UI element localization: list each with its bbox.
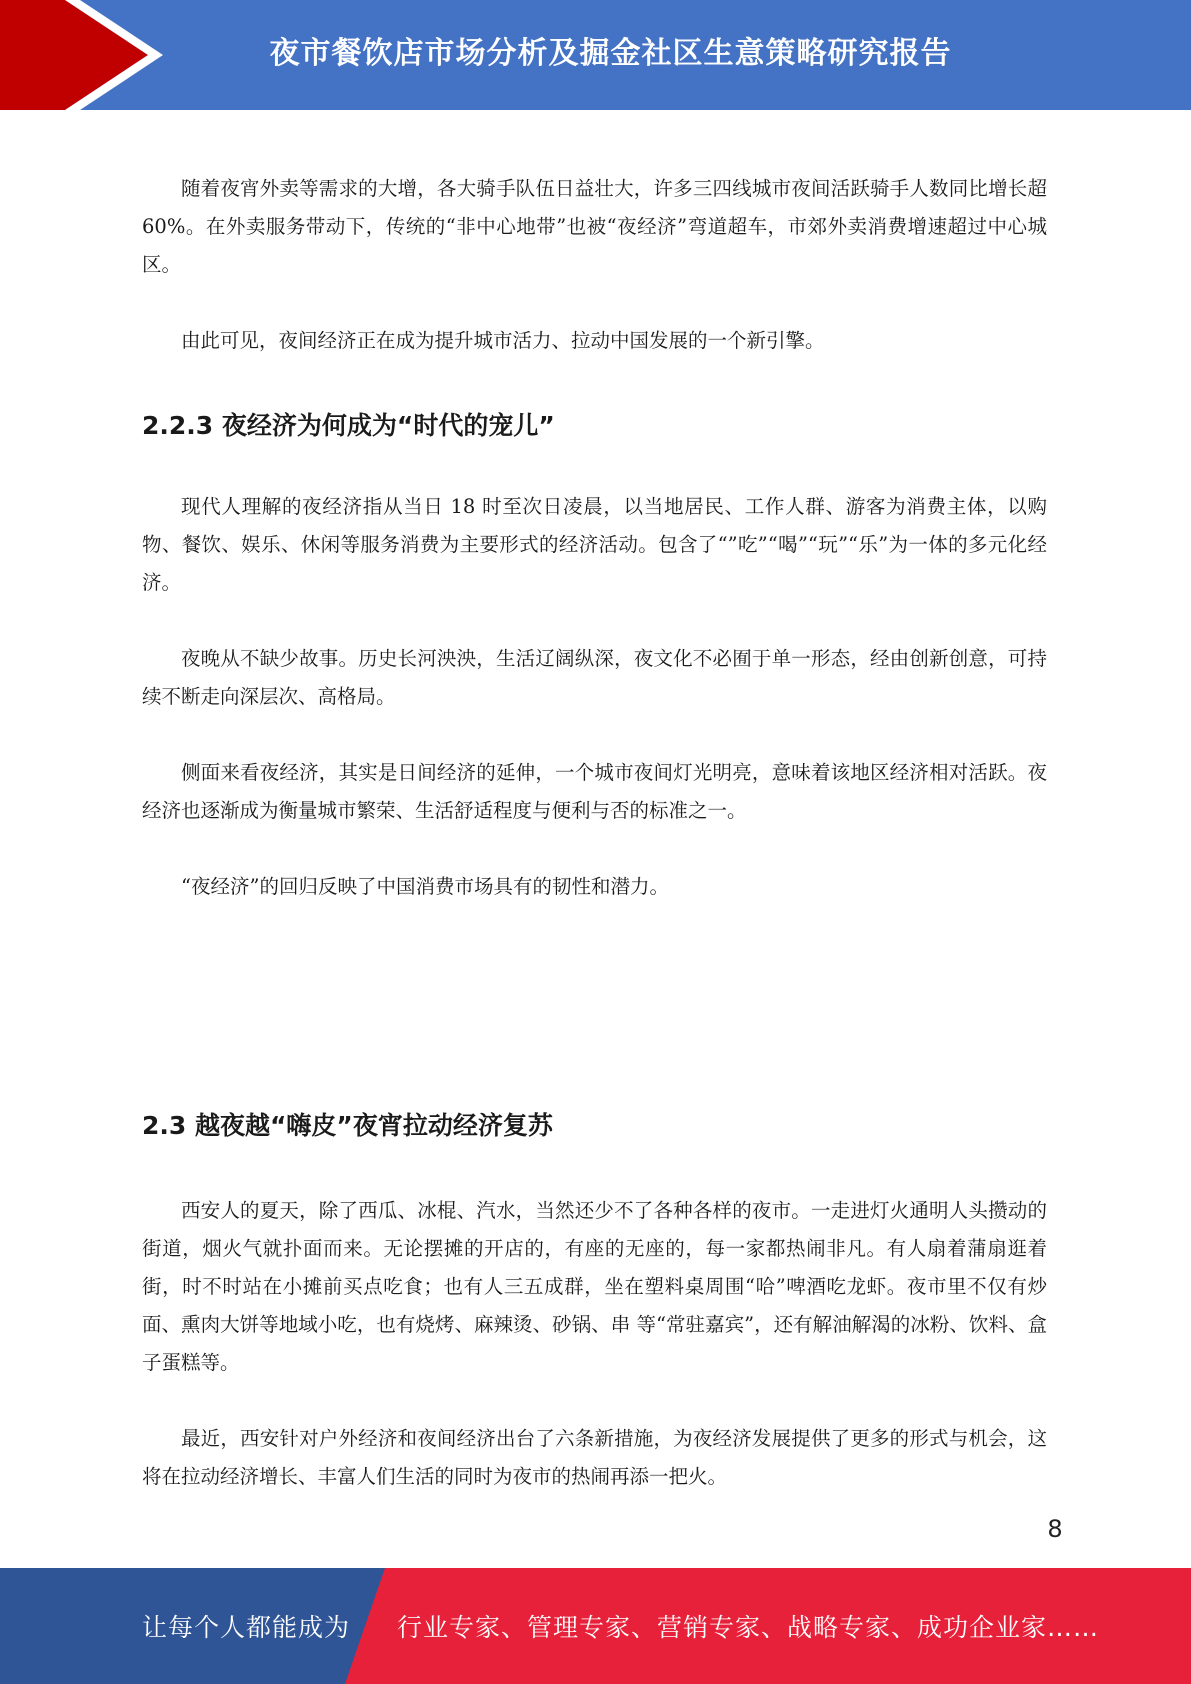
paragraph: 由此可见，夜间经济正在成为提升城市活力、拉动中国发展的一个新引擎。	[181, 329, 825, 352]
paragraph: 夜晚从不缺少故事。历史长河泱泱，生活辽阔纵深，夜文化不必囿于单一形态，经由创新创意，可持续不断走向深层次、高格局。	[142, 647, 1047, 708]
paragraph: “夜经济”的回归反映了中国消费市场具有的韧性和潜力。	[181, 875, 669, 898]
footer-slogan-left: 让每个人都能成为	[142, 1613, 351, 1642]
page-footer	[0, 1568, 1191, 1684]
section-heading: 2.3 越夜越“嗨皮”夜宵拉动经济复苏	[142, 1111, 553, 1140]
paragraph: 随着夜宵外卖等需求的大增，各大骑手队伍日益壮大，许多三四线城市夜间活跃骑手人数同比增长超 60%。在外卖服务带动下，传统的“非中心地带”也被“夜经济”弯道超车，市郊外卖消费增速超过中心城区。	[142, 177, 1047, 276]
document-body	[142, 170, 1047, 1496]
paragraph: 侧面来看夜经济，其实是日间经济的延伸，一个城市夜间灯光明亮，意味着该地区经济相对活跃。夜经济也逐渐成为衡量城市繁荣、生活舒适程度与便利与否的标准之一。	[142, 761, 1047, 822]
paragraph: 现代人理解的夜经济指从当日 18 时至次日凌晨，以当地居民、工作人群、游客为消费主体，以购物、餐饮、娱乐、休闲等服务消费为主要形式的经济活动。包含了“”吃”“喝”“玩”“乐”为一体的多元化经济。	[142, 495, 1047, 594]
page-header	[0, 0, 1191, 110]
page-number: 8	[1047, 1515, 1063, 1543]
footer-slogan-right: 行业专家、管理专家、营销专家、战略专家、成功企业家……	[397, 1613, 1100, 1642]
paragraph: 西安人的夏天，除了西瓜、冰棍、汽水，当然还少不了各种各样的夜市。一走进灯火通明人头攒动的街道，烟火气就扑面而来。无论摆摊的开店的，有座的无座的，每一家都热闹非凡。有人扇着蒲扇逛着街，时不时站在小摊前买点吃食；也有人三五成群，坐在塑料桌周围“哈”啤酒吃龙虾。夜市里不仅有炒面、熏肉大饼等地域小吃，也有烧烤、麻辣烫、砂锅、串 等“常驻嘉宾”，还有解油解渴的冰粉、饮料、盒子蛋糕等。	[142, 1199, 1047, 1374]
paragraph: 最近，西安针对户外经济和夜间经济出台了六条新措施，为夜经济发展提供了更多的形式与机会，这将在拉动经济增长、丰富人们生活的同时为夜市的热闹再添一把火。	[142, 1427, 1047, 1488]
header-title: 夜市餐饮店市场分析及掘金社区生意策略研究报告	[269, 36, 952, 71]
section-heading: 2.2.3 夜经济为何成为“时代的宠儿”	[142, 411, 555, 440]
